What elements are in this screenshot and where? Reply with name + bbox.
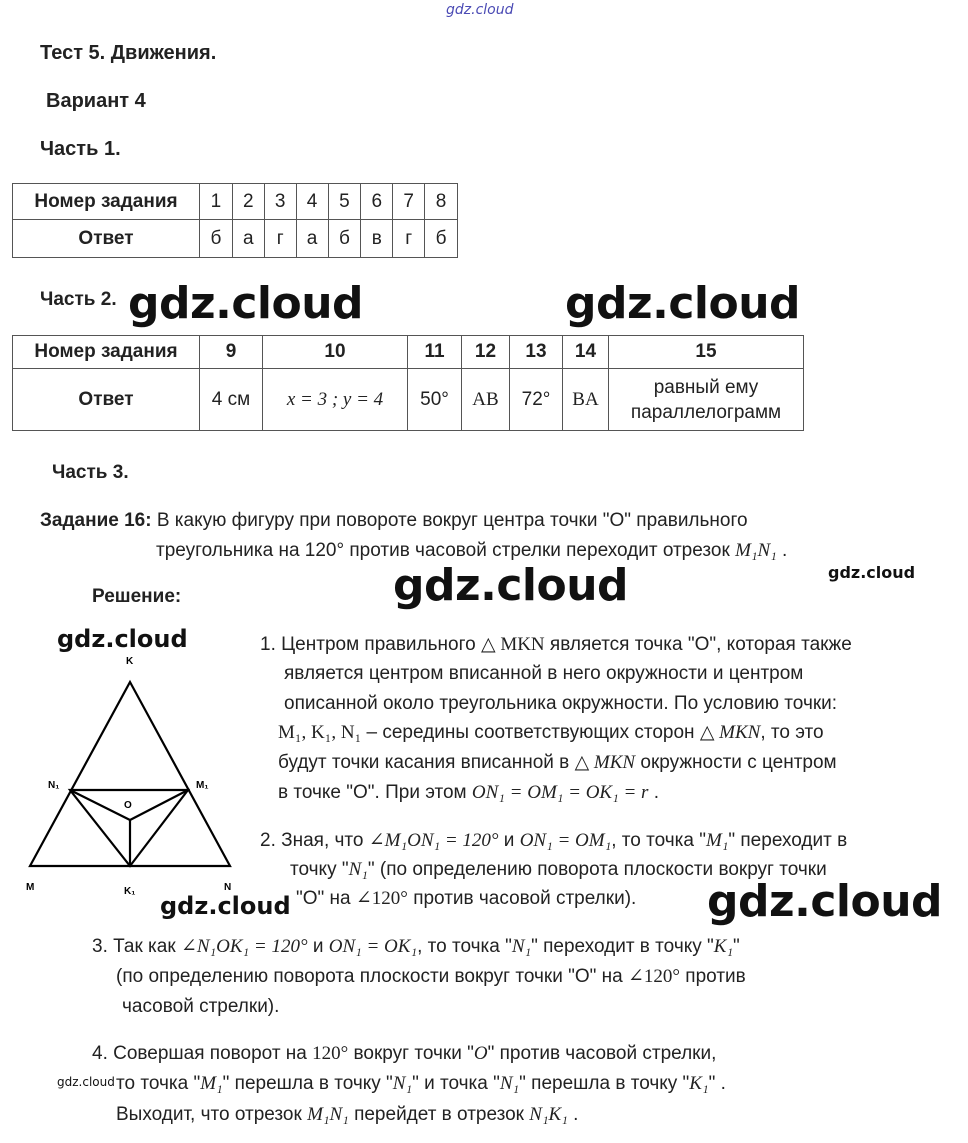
solution-label: Решение:: [92, 586, 182, 607]
solution-line: [278, 718, 824, 748]
math: N₁: [348, 859, 368, 880]
text: " перешла в точку ": [222, 1073, 393, 1094]
task-number: 8: [425, 184, 458, 220]
answer-cell: AB: [462, 369, 510, 431]
solution-line: [296, 884, 636, 914]
table-row: [13, 220, 458, 258]
text: ": [733, 936, 740, 957]
answer-cell: 4 см: [200, 369, 263, 431]
text: точку ": [290, 859, 349, 880]
solution-line: [92, 932, 740, 962]
text: (по определению поворота плоскости вокруг точки "O" на: [116, 966, 628, 987]
task-text: треугольника на 120° против часовой стрелки переходит отрезок: [156, 540, 730, 561]
text: то точка ": [116, 1073, 201, 1094]
text: против: [680, 966, 746, 987]
text: " .: [708, 1073, 726, 1094]
answer-cell: б: [200, 220, 233, 258]
watermark-mid: gdz.cloud: [57, 625, 188, 653]
answer-cell: а: [232, 220, 264, 258]
text: 3. Так как: [92, 936, 181, 957]
task-number: 4: [296, 184, 328, 220]
watermark-top: gdz.cloud: [446, 2, 514, 18]
watermark-small: gdz.cloud: [828, 563, 916, 582]
row-label: Номер задания: [13, 184, 200, 220]
watermark-tiny: gdz.cloud: [57, 1075, 115, 1089]
text: – середины соответствующих сторон: [361, 722, 700, 743]
watermark-mid: gdz.cloud: [160, 892, 291, 920]
math: M₁N₁: [307, 1104, 349, 1125]
text: 2. Зная, что: [260, 830, 369, 851]
table-row: [13, 369, 804, 431]
solution-line: [260, 630, 852, 660]
math: ∠M₁ON₁ = 120°: [368, 830, 499, 851]
text: вокруг точки ": [348, 1043, 474, 1064]
answer-cell: BA: [563, 369, 609, 431]
part1-table: [12, 183, 458, 258]
task-number: 5: [328, 184, 361, 220]
text: " и точка ": [412, 1073, 500, 1094]
task-number: 11: [408, 336, 462, 369]
math: K₁: [713, 936, 734, 957]
text: 1. Центром правильного: [260, 634, 481, 655]
solution-line: является центром вписанной в него окружности и центром: [284, 663, 804, 684]
row-label: Номер задания: [13, 336, 200, 369]
text: , то точка ": [611, 830, 706, 851]
watermark-big: gdz.cloud: [393, 560, 629, 611]
text: " перешла в точку ": [519, 1073, 690, 1094]
text: "O" на: [296, 888, 356, 909]
text: Выходит, что отрезок: [116, 1104, 308, 1125]
math: △ MKN: [574, 752, 636, 773]
task-text: В какую фигуру при повороте вокруг центра точки "O" правильного: [156, 510, 748, 531]
math: ON₁ = OK₁: [328, 936, 418, 957]
text: перейдет в отрезок: [348, 1104, 530, 1125]
math: M₁N₁: [735, 540, 777, 561]
part3-title: Часть 3.: [52, 462, 129, 483]
solution-line: [260, 826, 847, 856]
watermark-big: gdz.cloud: [128, 278, 364, 329]
answer-cell: 50°: [408, 369, 462, 431]
text: " переходит в: [728, 830, 848, 851]
label-k: K: [126, 656, 134, 667]
task-number: 13: [510, 336, 563, 369]
text: будут точки касания вписанной в: [278, 752, 575, 773]
row-label: Ответ: [13, 220, 200, 258]
answer-line: параллелограмм: [630, 401, 782, 423]
math: M₁, K₁, N₁: [278, 722, 362, 743]
math: M₁: [705, 830, 729, 851]
math: N₁: [392, 1073, 413, 1094]
solution-line: [116, 1069, 726, 1099]
triangle-figure: [20, 648, 250, 898]
label-o: O: [124, 800, 132, 811]
math: ON₁ = OM₁: [519, 830, 612, 851]
label-m: M: [26, 882, 35, 893]
test-title: Тест 5. Движения.: [40, 42, 217, 64]
part2-title: Часть 2.: [40, 289, 117, 310]
answer-cell: x = 3 ; y = 4: [263, 369, 408, 431]
solution-line: [92, 1039, 716, 1069]
task-number: 10: [263, 336, 408, 369]
math: ON₁ = OM₁ = OK₁ = r: [471, 782, 649, 803]
watermark-big: gdz.cloud: [707, 876, 943, 927]
solution-line: [278, 748, 837, 778]
math: 120°: [312, 1043, 349, 1064]
text: , то точка ": [417, 936, 512, 957]
task-number: 2: [232, 184, 264, 220]
task-text: .: [776, 540, 788, 561]
solution-line: часовой стрелки).: [122, 996, 280, 1017]
task-label: Задание 16:: [40, 510, 152, 531]
text: .: [567, 1104, 579, 1125]
label-k1: K₁: [124, 886, 136, 897]
watermark-big: gdz.cloud: [565, 278, 801, 329]
text: окружности с центром: [635, 752, 837, 773]
math: M₁: [200, 1073, 223, 1094]
task-number: 14: [563, 336, 609, 369]
text: в точке "O". При этом: [278, 782, 472, 803]
task-number: 9: [200, 336, 263, 369]
task-number: 7: [393, 184, 425, 220]
answer-cell: б: [425, 220, 458, 258]
math: △ MKN: [699, 722, 761, 743]
solution-line: [116, 962, 746, 992]
text: " против часовой стрелки,: [487, 1043, 717, 1064]
text: " (по определению поворота плоскости вокруг точки: [367, 859, 827, 880]
math: △ MKN: [480, 634, 545, 655]
task-number: 12: [462, 336, 510, 369]
answer-cell: г: [393, 220, 425, 258]
solution-line: описанной около треугольника окружности. По условию точки:: [284, 693, 838, 714]
segment-on1: [70, 790, 130, 820]
solution-line: [116, 1100, 578, 1130]
math: K₁: [689, 1073, 709, 1094]
variant-title: Вариант 4: [46, 90, 146, 112]
part1-title: Часть 1.: [40, 138, 121, 160]
solution-line: [278, 778, 659, 808]
text: и: [498, 830, 520, 851]
math: N₁: [511, 936, 532, 957]
text: " переходит в точку ": [531, 936, 714, 957]
task-number: 15: [609, 336, 804, 369]
text: , то это: [760, 722, 824, 743]
segment-om1: [130, 790, 188, 820]
row-label: Ответ: [13, 369, 200, 431]
text: и: [307, 936, 329, 957]
part2-table: [12, 335, 804, 431]
text: .: [648, 782, 659, 803]
answer-cell: а: [296, 220, 328, 258]
math: ∠N₁OK₁ = 120°: [180, 936, 308, 957]
task-number: 1: [200, 184, 233, 220]
text: против часовой стрелки).: [407, 888, 637, 909]
task-number: 6: [361, 184, 393, 220]
label-n1: N₁: [48, 780, 60, 791]
label-m1: M₁: [196, 780, 209, 791]
math: ∠120°: [628, 966, 681, 987]
answer-line: равный ему: [653, 376, 759, 398]
answer-cell: [609, 369, 804, 431]
answer-cell: б: [328, 220, 361, 258]
text: является точка "O", которая также: [544, 634, 852, 655]
table-row: [13, 336, 804, 369]
math: N₁: [499, 1073, 520, 1094]
answer-cell: 72°: [510, 369, 563, 431]
math: O: [473, 1043, 488, 1064]
answer-cell: г: [264, 220, 296, 258]
answer-cell: в: [361, 220, 393, 258]
math: N₁K₁: [529, 1104, 568, 1125]
math: ∠120°: [355, 888, 408, 909]
text: 4. Совершая поворот на: [92, 1043, 313, 1064]
task-number: 3: [264, 184, 296, 220]
task-line: [40, 506, 748, 536]
label-n: N: [224, 882, 232, 893]
table-row: [13, 184, 458, 220]
